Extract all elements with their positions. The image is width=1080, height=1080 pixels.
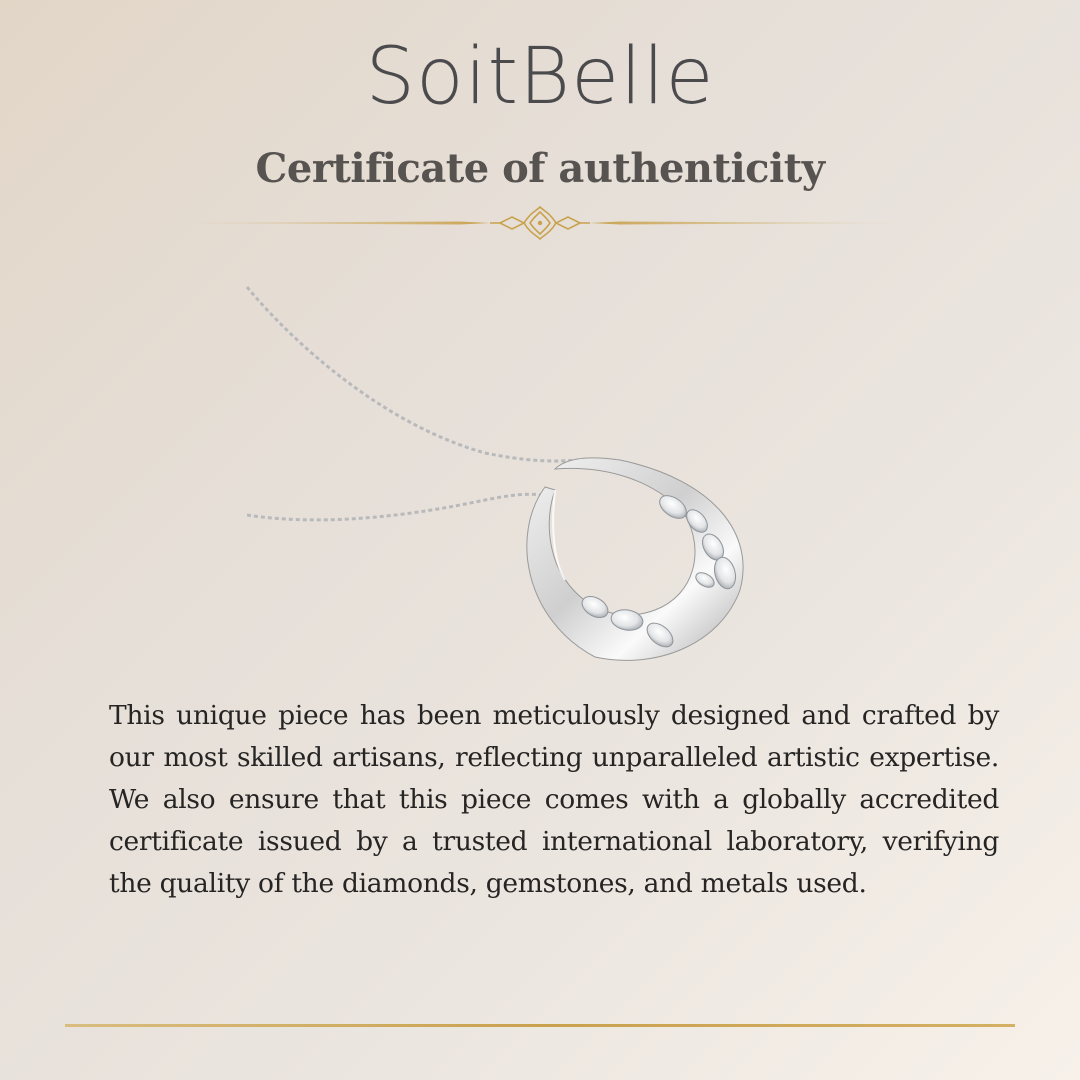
chain [247,287,585,520]
authenticity-description: This unique piece has been meticulously designed and crafted by our most skilled artisans, reflecting unparalleled artistic expertise. We also ensure that this piece comes with a globally accredited certificate issued by a trusted international laboratory, verifying the quality of the diamonds, gemstones, and metals used. [109,700,999,899]
brand-logo: SoitBelle [365,32,715,122]
certificate-title: Certificate of authenticity [255,145,825,192]
pendant-necklace-image [235,275,795,675]
bottom-gold-divider [65,1024,1015,1027]
ornamental-divider [160,205,920,241]
